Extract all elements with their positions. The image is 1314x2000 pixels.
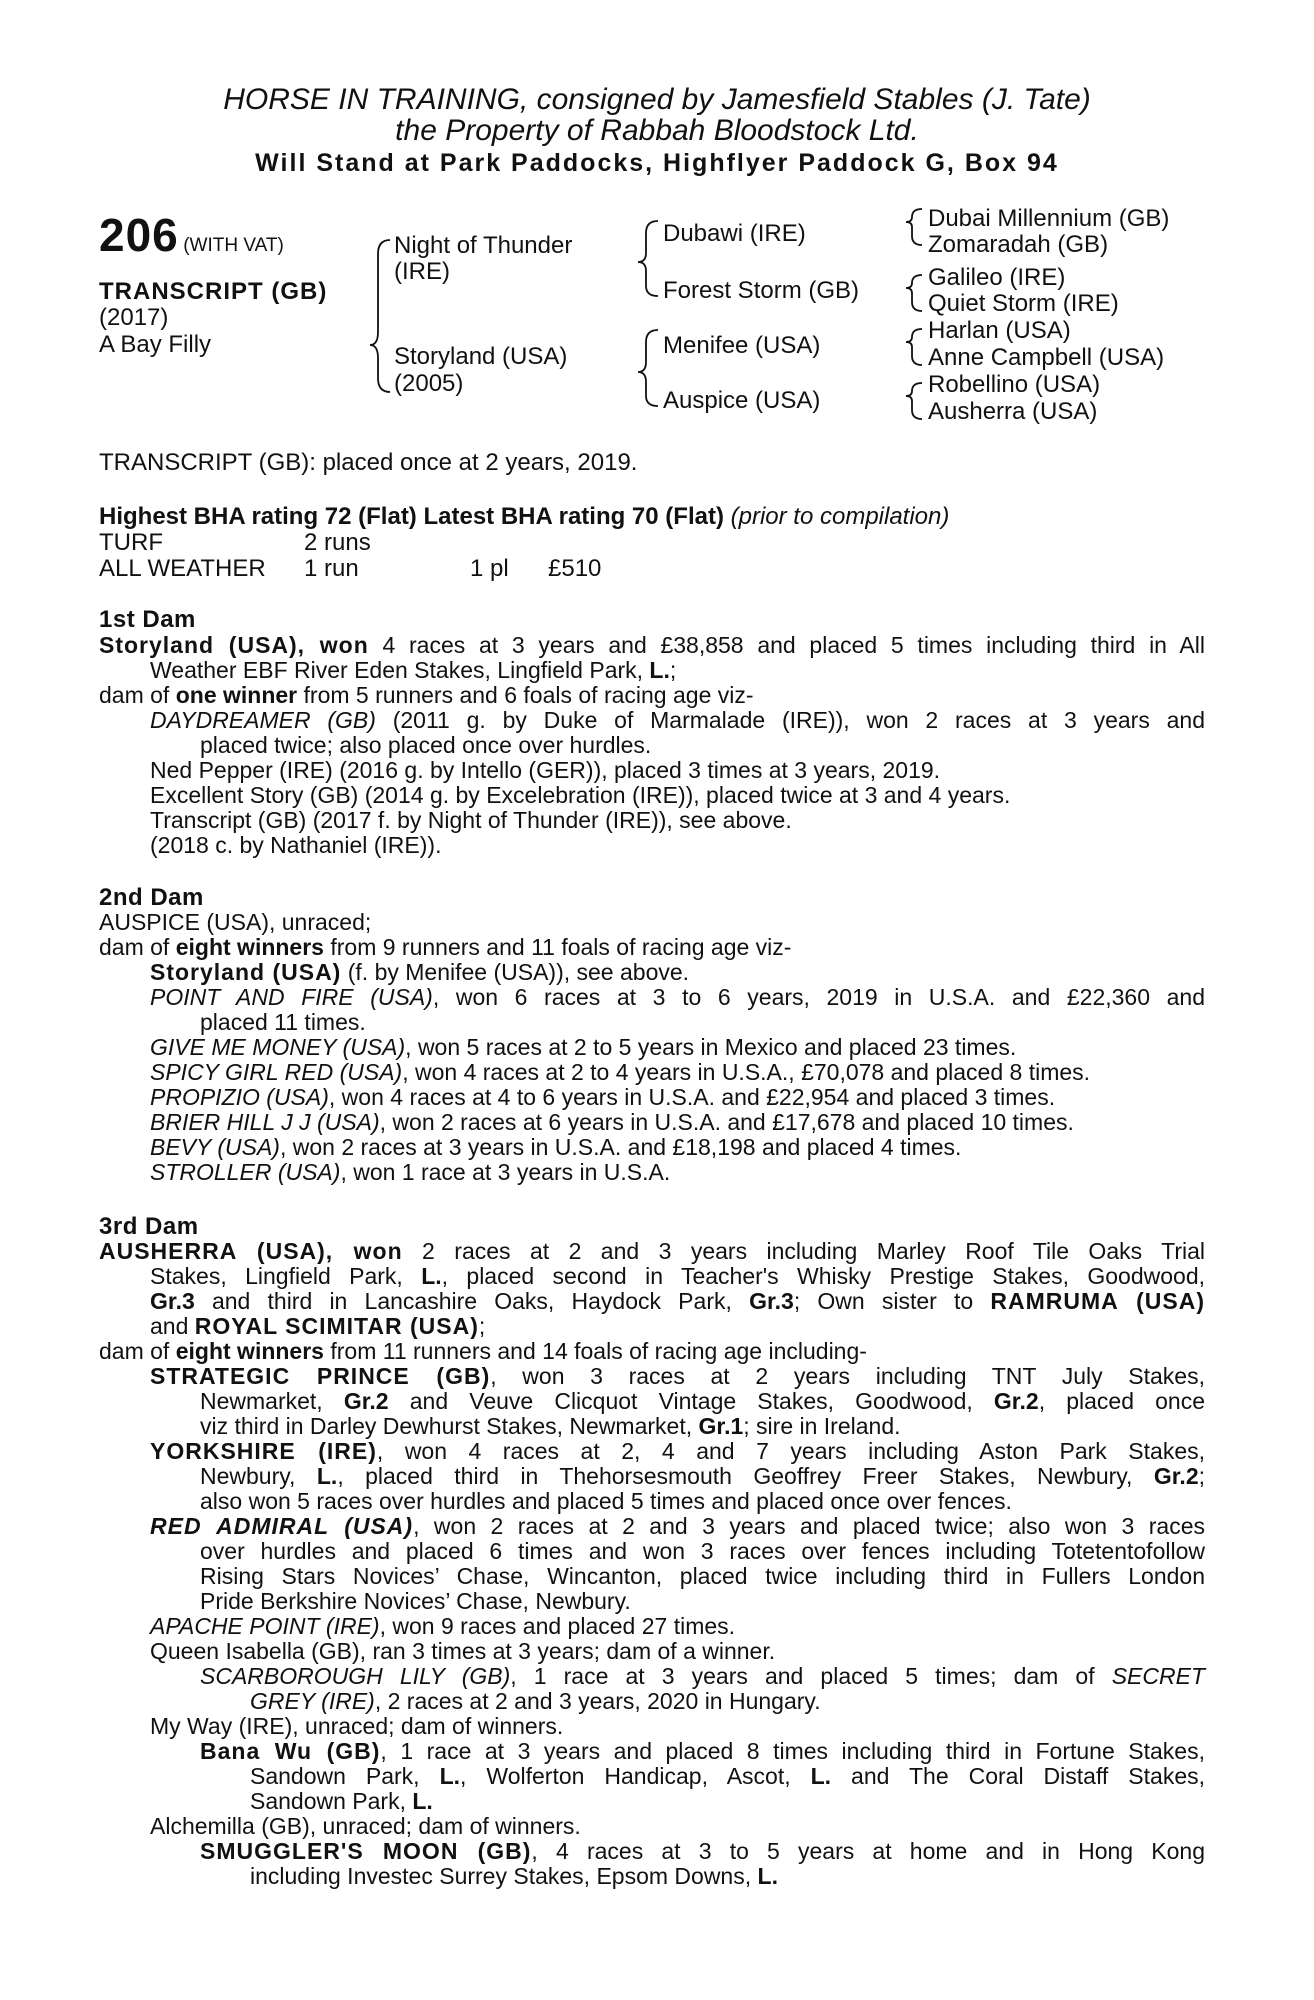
pedigree-dsd: Anne Campbell (USA) <box>928 344 1165 371</box>
pedigree-dss: Harlan (USA) <box>928 317 1071 344</box>
dam2-line-11 <box>150 1160 670 1185</box>
pedigree-dam-line2: (2005) <box>394 370 464 397</box>
aw-placed: 1 pl <box>470 555 509 582</box>
give-me-money: GIVE ME MONEY (USA) <box>150 1034 406 1060</box>
red-admiral: RED ADMIRAL (USA) <box>150 1513 414 1539</box>
dam2-line-10 <box>150 1135 961 1160</box>
dam3-line-16 <box>150 1614 735 1639</box>
ramruma: RAMRUMA (USA) <box>990 1288 1205 1314</box>
dam3-line-5 <box>99 1339 867 1364</box>
race-summary: TRANSCRIPT (GB): placed once at 2 years, 2019. <box>99 449 638 476</box>
dam3-line-17: Queen Isabella (GB), ran 3 times at 3 years; dam of a winner. <box>150 1638 776 1664</box>
dam2-l6-c: , won 5 races at 2 to 5 years in Mexico and placed 23 times. <box>405 1034 1017 1060</box>
dam1-text: 4 races at 3 years and £38,858 and placed 5 times including third in All <box>368 632 1205 658</box>
pedigree-ssd: Zomaradah (GB) <box>928 231 1109 258</box>
listed-mark: L. <box>757 1863 778 1889</box>
dam3-line-10 <box>200 1464 1205 1489</box>
dam3-l25-c: , 4 races at 3 to 5 years at home and in Hong Kong <box>531 1838 1205 1864</box>
listed-mark: L. <box>649 657 670 683</box>
dam2-line-3 <box>150 960 689 985</box>
bevy: BEVY (USA) <box>150 1134 280 1160</box>
dam3-line-26 <box>250 1864 778 1889</box>
dam1-l4-text: (2011 g. by Duke of Marmalade (IRE)), won 2 races at 3 years and <box>375 707 1205 733</box>
ratings-bold: Highest BHA rating 72 (Flat) Latest BHA rating 70 (Flat) <box>99 503 724 530</box>
dam2-l3-c: (f. by Menifee (USA)), see above. <box>341 959 690 985</box>
dam1-line-7: Excellent Story (GB) (2014 g. by Excelebration (IRE)), placed twice at 3 and 4 years. <box>150 782 1011 808</box>
dam3-line-12 <box>150 1514 1205 1539</box>
horse-description: A Bay Filly <box>99 331 212 358</box>
dam2-l9-c: , won 2 races at 6 years in U.S.A. and £17,678 and placed 10 times. <box>379 1109 1074 1135</box>
dam3-l3-c: and third in Lancashire Oaks, Haydock Park, <box>194 1288 750 1314</box>
aw-runs: 1 run <box>304 555 359 582</box>
dam3-l21-c: , 1 race at 3 years and placed 8 times including third in Fortune Stakes, <box>380 1738 1205 1764</box>
group-mark: Gr.3 <box>150 1288 195 1314</box>
yorkshire: YORKSHIRE (IRE) <box>150 1438 377 1464</box>
dam2-l10-c: , won 2 races at 3 years in U.S.A. and £18,198 and placed 4 times. <box>279 1134 962 1160</box>
group-mark: Gr.2 <box>343 1388 389 1414</box>
pedigree-ddd: Ausherra (USA) <box>928 398 1098 425</box>
secret-grey-1: SECRET <box>1111 1663 1206 1689</box>
scarborough-lily: SCARBOROUGH LILY (GB) <box>200 1663 511 1689</box>
dam1-l3-a: dam of <box>99 682 176 708</box>
group-mark: Gr.3 <box>749 1288 794 1314</box>
dam3-heading: 3rd Dam <box>99 1213 199 1240</box>
pedigree-dam-dam: Auspice (USA) <box>663 387 821 414</box>
pedigree-sire-line1: Night of Thunder <box>394 232 573 259</box>
dam3-l8-c: ; sire in Ireland. <box>743 1413 901 1439</box>
header-line-1: HORSE IN TRAINING, consigned by Jamesfield Stables (J. Tate) <box>223 83 1091 116</box>
dam2-l2-c: from 9 runners and 11 foals of racing age viz- <box>323 934 792 960</box>
dam2-line-7 <box>150 1060 1090 1085</box>
dam2-l7-c: , won 4 races at 2 to 4 years in U.S.A., £70,078 and placed 8 times. <box>402 1059 1091 1085</box>
dam1-line-2 <box>150 658 676 683</box>
dam3-line-15: Pride Berkshire Novices’ Chase, Newbury. <box>200 1588 631 1614</box>
strategic-prince: STRATEGIC PRINCE (GB) <box>150 1363 491 1389</box>
dam3-line-18 <box>200 1664 1205 1689</box>
dam1-line-6: Ned Pepper (IRE) (2016 g. by Intello (GER)), placed 3 times at 3 years, 2019. <box>150 757 941 783</box>
dam3-l8-a: viz third in Darley Dewhurst Stakes, Newmarket, <box>200 1413 699 1439</box>
bracket-gen1 <box>370 240 390 392</box>
dam2-winners: eight winners <box>175 934 324 960</box>
bracket-dam <box>638 330 658 406</box>
dam1-line-8: Transcript (GB) (2017 f. by Night of Thunder (IRE)), see above. <box>150 807 792 833</box>
brier-hill: BRIER HILL J J (USA) <box>150 1109 380 1135</box>
dam1-line-5: placed twice; also placed once over hurdles. <box>200 732 652 758</box>
pedigree-sire-sire: Dubawi (IRE) <box>663 220 806 247</box>
dam2-line-4 <box>150 985 1205 1010</box>
dam3-line-6 <box>150 1364 1205 1389</box>
dam3-line-19 <box>250 1689 821 1714</box>
dam3-l12-c: , won 2 races at 2 and 3 years and placed twice; also won 3 races <box>413 1513 1205 1539</box>
bracket-dd <box>906 383 922 419</box>
dam3-line-20: My Way (IRE), unraced; dam of winners. <box>150 1713 564 1739</box>
dam3-line-1 <box>99 1239 1205 1264</box>
dam2-line-9 <box>150 1110 1074 1135</box>
propizio: PROPIZIO (USA) <box>150 1084 329 1110</box>
dam2-line-2 <box>99 935 791 960</box>
header-line-2: the Property of Rabbah Bloodstock Ltd. <box>395 114 919 147</box>
group-mark: Gr.2 <box>993 1388 1039 1414</box>
bracket-ds <box>906 329 922 365</box>
dam3-l5-a: dam of <box>99 1338 176 1364</box>
pedigree-dam-line1: Storyland (USA) <box>394 343 568 370</box>
dam3-l10-a: Newbury, <box>200 1463 317 1489</box>
lot-number: 206 <box>99 209 179 261</box>
dam3-line-13: over hurdles and placed 6 times and won 3 races over fences including Totetentofollow <box>200 1538 1205 1564</box>
listed-mark: L. <box>421 1263 442 1289</box>
dam1-l3-c: from 5 runners and 6 foals of racing age viz- <box>297 682 754 708</box>
dam2-heading: 2nd Dam <box>99 884 204 911</box>
dam3-l3-d: ; Own sister to <box>793 1288 991 1314</box>
dam2-line-6 <box>150 1035 1016 1060</box>
group-mark: Gr.2 <box>1153 1463 1199 1489</box>
dam3-l6-c: , won 3 races at 2 years including TNT July Stakes, <box>490 1363 1205 1389</box>
daydreamer: DAYDREAMER (GB) <box>150 707 376 733</box>
dam2-line-8 <box>150 1085 1055 1110</box>
group-mark: Gr.1 <box>698 1413 744 1439</box>
ratings-note: (prior to compilation) <box>730 503 950 530</box>
pedigree-dds: Robellino (USA) <box>928 371 1101 398</box>
dam3-l22-a: Sandown Park, <box>250 1763 440 1789</box>
dam2-line-1: AUSPICE (USA), unraced; <box>99 909 372 935</box>
dam3-line-9 <box>150 1439 1205 1464</box>
dam1-l2-end: ; <box>669 657 677 683</box>
stroller: STROLLER (USA) <box>150 1159 341 1185</box>
dam2-l11-c: , won 1 race at 3 years in U.S.A. <box>340 1159 671 1185</box>
dam3-l26-a: including Investec Surrey Stakes, Epsom Downs, <box>250 1863 758 1889</box>
dam3-line-23 <box>250 1789 433 1814</box>
dam3-line-25 <box>200 1839 1205 1864</box>
dam3-line-2 <box>150 1264 1205 1289</box>
dam1-line-3 <box>99 683 754 708</box>
bracket-sd <box>906 275 922 311</box>
dam3-l4-a: and <box>150 1313 195 1339</box>
dam3-l7-a: Newmarket, <box>200 1388 344 1414</box>
bana-wu: Bana Wu (GB) <box>200 1738 381 1764</box>
header-line-3: Will Stand at Park Paddocks, Highflyer Paddock G, Box 94 <box>255 149 1059 177</box>
dam3-line-11: also won 5 races over hurdles and placed 5 times and placed once over fences. <box>200 1488 1012 1514</box>
dam3-l9-c: , won 4 races at 2, 4 and 7 years including Aston Park Stakes, <box>376 1438 1205 1464</box>
bracket-ss <box>906 209 922 245</box>
dam2-l4-c: , won 6 races at 3 to 6 years, 2019 in U.S.A. and £22,360 and <box>432 984 1205 1010</box>
spicy-girl-red: SPICY GIRL RED (USA) <box>150 1059 403 1085</box>
storyland: Storyland (USA) <box>150 959 342 985</box>
dam3-line-24: Alchemilla (GB), unraced; dam of winners. <box>150 1813 581 1839</box>
dam3-l2-c: , placed second in Teacher's Whisky Prestige Stakes, Goodwood, <box>441 1263 1205 1289</box>
dam3-l22-c: , Wolferton Handicap, Ascot, <box>460 1763 811 1789</box>
secret-grey-2: GREY (IRE) <box>250 1688 375 1714</box>
dam2-line-5: placed 11 times. <box>200 1009 366 1035</box>
listed-mark: L. <box>316 1463 338 1489</box>
dam3-l16-c: , won 9 races and placed 27 times. <box>379 1613 736 1639</box>
pedigree-sds: Galileo (IRE) <box>928 264 1066 291</box>
pedigree-sdd: Quiet Storm (IRE) <box>928 290 1119 317</box>
horse-name: TRANSCRIPT (GB) <box>99 278 328 305</box>
dam1-line-1 <box>99 633 1205 658</box>
dam3-l23-a: Sandown Park, <box>250 1788 413 1814</box>
dam1-heading: 1st Dam <box>99 606 196 633</box>
pedigree-sss: Dubai Millennium (GB) <box>928 205 1170 232</box>
dam3-l10-d: ; <box>1198 1463 1206 1489</box>
pedigree-dam-sire: Menifee (USA) <box>663 332 821 359</box>
dam3-l7-d: , placed once <box>1038 1388 1205 1414</box>
dam3-line-4 <box>150 1314 485 1339</box>
apache-point: APACHE POINT (IRE) <box>150 1613 380 1639</box>
dam2-l8-c: , won 4 races at 4 to 6 years in U.S.A. and £22,954 and placed 3 times. <box>328 1084 1056 1110</box>
bracket-sire <box>638 221 658 296</box>
turf-label: TURF <box>99 529 163 556</box>
aw-label: ALL WEATHER <box>99 555 266 582</box>
dam1-winners: one winner <box>175 682 298 708</box>
dam1-line-9: (2018 c. by Nathaniel (IRE)). <box>150 832 442 858</box>
dam3-l2-a: Stakes, Lingfield Park, <box>150 1263 422 1289</box>
dam3-line-3 <box>150 1289 1205 1314</box>
dam3-l19-c: , 2 races at 2 and 3 years, 2020 in Hungary. <box>374 1688 821 1714</box>
dam1-name: Storyland (USA), won <box>99 632 369 658</box>
point-and-fire: POINT AND FIRE (USA) <box>150 984 433 1010</box>
dam1-l2-text: Weather EBF River Eden Stakes, Lingfield Park, <box>150 657 650 683</box>
ausherra: AUSHERRA (USA), won <box>99 1238 403 1264</box>
dam3-line-7 <box>200 1389 1205 1414</box>
dam3-line-22 <box>250 1764 1205 1789</box>
listed-mark: L. <box>810 1763 832 1789</box>
dam3-winners: eight winners <box>175 1338 324 1364</box>
pedigree-sire-line2: (IRE) <box>394 258 450 285</box>
dam2-l2-a: dam of <box>99 934 176 960</box>
dam3-l4-c: ; <box>478 1313 486 1339</box>
royal-scimitar: ROYAL SCIMITAR (USA) <box>194 1313 479 1339</box>
dam3-line-8 <box>200 1414 901 1439</box>
smugglers-moon: SMUGGLER'S MOON (GB) <box>200 1838 532 1864</box>
horse-year: (2017) <box>99 304 169 331</box>
dam3-line-14: Rising Stars Novices’ Chase, Wincanton, placed twice including third in Fullers London <box>200 1563 1205 1589</box>
dam3-line-21 <box>200 1739 1205 1764</box>
pedigree-sire-dam: Forest Storm (GB) <box>663 277 860 304</box>
dam3-l7-c: and Veuve Clicquot Vintage Stakes, Goodwood, <box>388 1388 994 1414</box>
aw-prize: £510 <box>548 555 602 582</box>
dam3-l10-c: , placed third in Thehorsesmouth Geoffrey Freer Stakes, Newbury, <box>337 1463 1154 1489</box>
dam1-line-4 <box>150 708 1205 733</box>
vat-label: (WITH VAT) <box>183 235 284 256</box>
dam3-l5-c: from 11 runners and 14 foals of racing age including- <box>323 1338 867 1364</box>
dam3-l1-c: 2 races at 2 and 3 years including Marley Roof Tile Oaks Trial <box>402 1238 1205 1264</box>
dam3-l18-c: , 1 race at 3 years and placed 5 times; dam of <box>510 1663 1112 1689</box>
ratings-line <box>99 504 949 530</box>
turf-runs: 2 runs <box>304 529 371 556</box>
listed-mark: L. <box>412 1788 433 1814</box>
listed-mark: L. <box>439 1763 461 1789</box>
dam3-l22-d: and The Coral Distaff Stakes, <box>831 1763 1206 1789</box>
